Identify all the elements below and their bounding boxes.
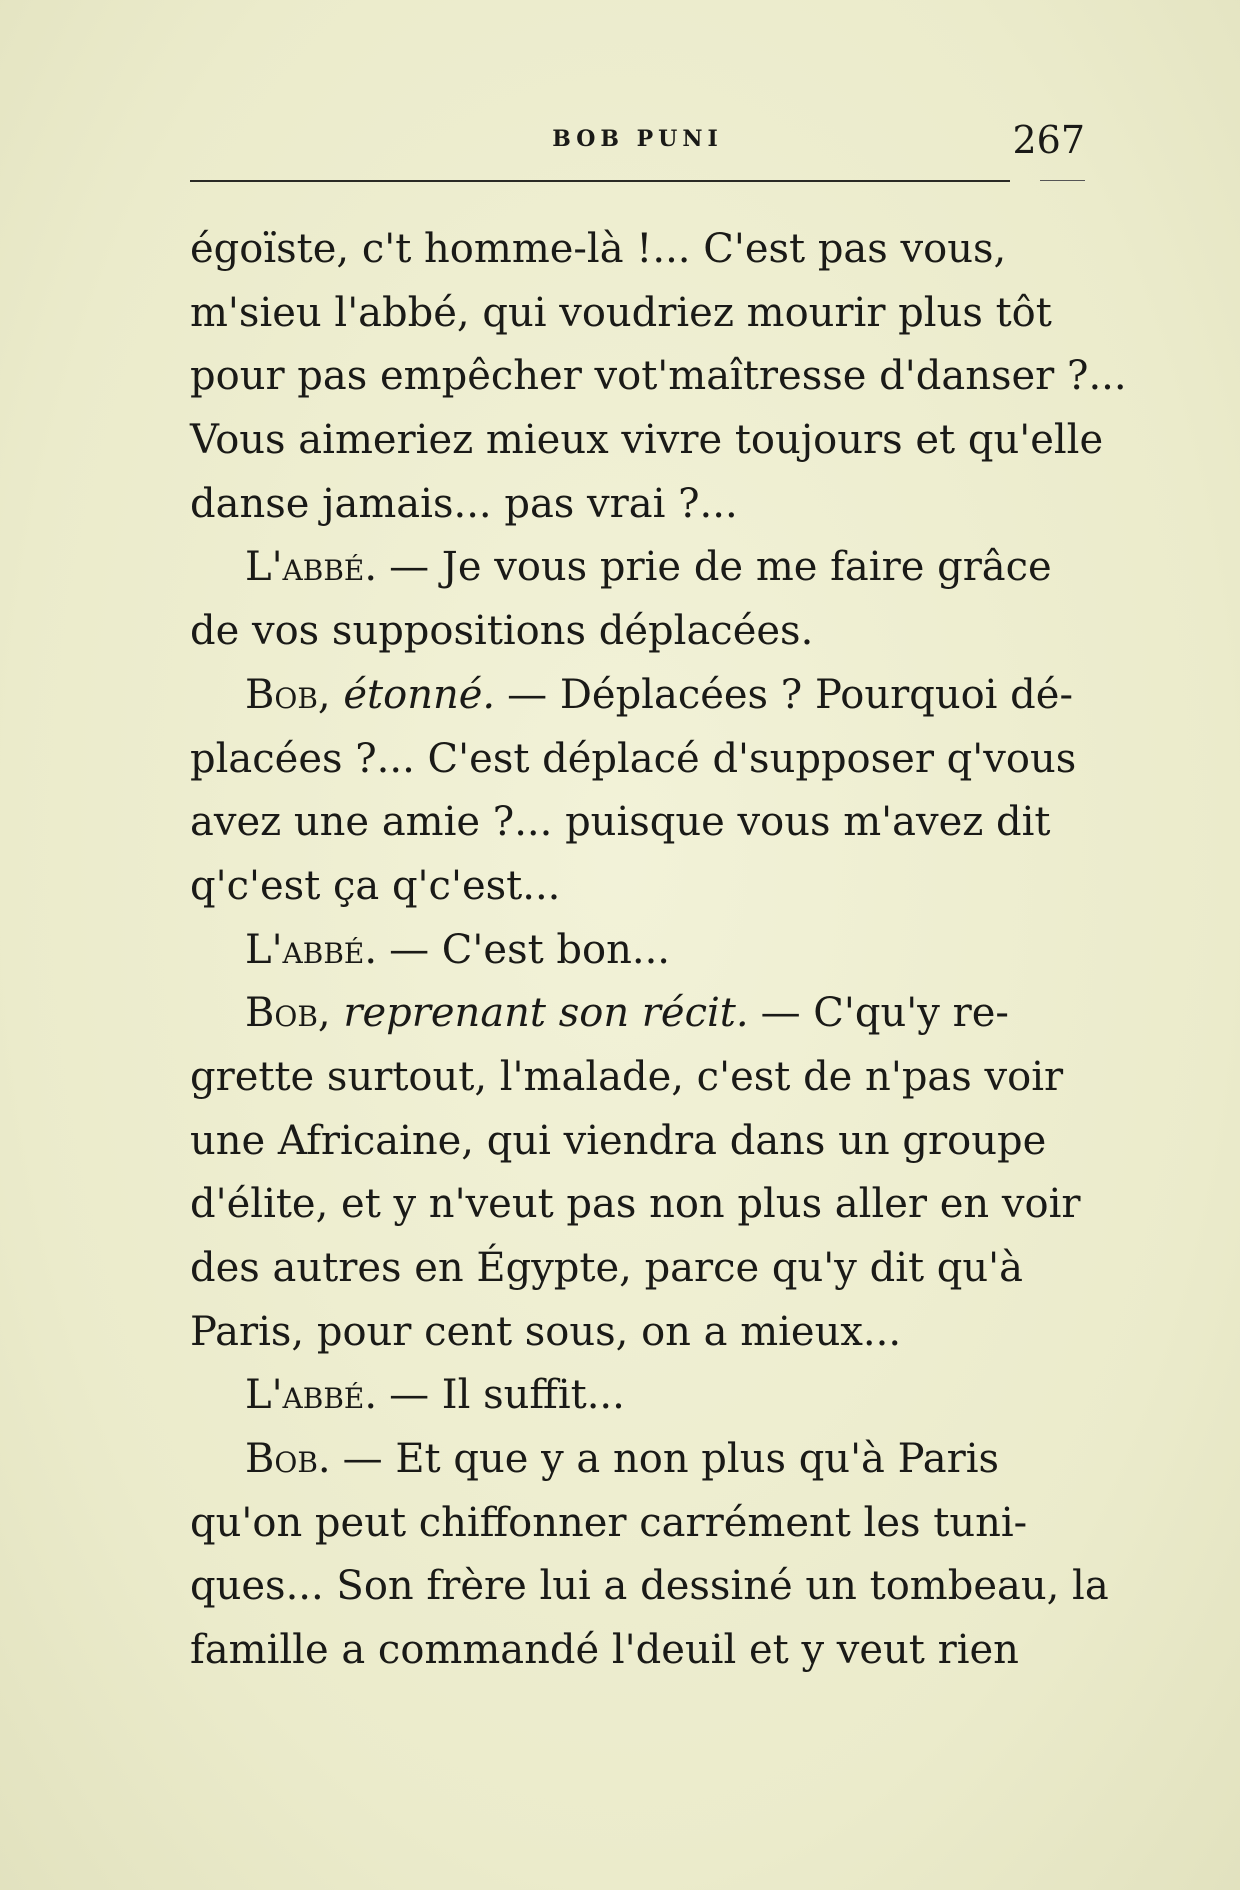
line-text: Vous aimeriez mieux vivre toujours et qu'elle (190, 417, 1104, 464)
stage-direction: étonné. (343, 671, 496, 718)
text-line (190, 600, 1085, 664)
line-text: danse jamais... pas vrai ?... (190, 480, 738, 527)
line-text: q'c'est ça q'c'est... (190, 862, 561, 909)
text-line (190, 473, 1085, 537)
line-text: une Africaine, qui viendra dans un groupe (190, 1117, 1047, 1164)
line-text: — Et que y a non plus qu'à Paris (342, 1436, 1000, 1483)
header-rule (190, 180, 1010, 182)
running-head (190, 118, 1085, 168)
dialogue-line (190, 1428, 1085, 1492)
text-line (190, 1046, 1085, 1110)
text-line (190, 282, 1085, 346)
line-text: m'sieu l'abbé, qui voudriez mourir plus tôt (190, 289, 1052, 336)
line-text: des autres en Égypte, parce qu'y dit qu'à (190, 1245, 1024, 1291)
speaker-name: L'abbé. (245, 1372, 378, 1419)
stage-direction: reprenant son récit. (343, 990, 749, 1037)
line-text: égoïste, c't homme-là !... C'est pas vous, (190, 226, 1007, 272)
speaker-name: Bob, (245, 671, 331, 718)
line-text: Paris, pour cent sous, on a mieux... (190, 1308, 902, 1355)
body-text (190, 218, 1127, 1683)
text-line (190, 1619, 1085, 1683)
line-text: famille a commandé l'deuil et y veut rien (190, 1627, 1019, 1674)
dialogue-line (190, 1364, 1085, 1428)
dialogue-line (190, 982, 1085, 1046)
text-line (190, 855, 1085, 919)
line-text: ques... Son frère lui a dessiné un tombeau, la (190, 1563, 1109, 1610)
line-text: — Il suffit... (389, 1372, 625, 1419)
text-line (190, 1237, 1085, 1301)
speaker-name: Bob. (245, 1436, 331, 1483)
header-rule-tail (1040, 180, 1085, 181)
line-text: placées ?... C'est déplacé d'supposer q'vous (190, 735, 1077, 782)
line-text: d'élite, et y n'veut pas non plus aller en voir (190, 1181, 1081, 1228)
text-line (190, 791, 1085, 855)
text-line (190, 1110, 1085, 1174)
text-line (190, 409, 1104, 473)
text-line (190, 1301, 1085, 1365)
line-text: — C'qu'y re- (760, 990, 1009, 1037)
text-line (190, 1555, 1109, 1619)
text-line (190, 1492, 1085, 1556)
dialogue-line (190, 664, 1085, 728)
line-text: — C'est bon... (389, 926, 670, 973)
running-head-title: BOB PUNI (552, 126, 723, 152)
text-line (190, 1173, 1085, 1237)
text-line (190, 728, 1085, 792)
text-line (190, 218, 1085, 282)
speaker-name: Bob, (245, 990, 331, 1037)
line-text: — Je vous prie de me faire grâce (389, 544, 1052, 591)
line-text: pour pas empêcher vot'maîtresse d'danser ?... (190, 353, 1127, 400)
line-text: avez une amie ?... puisque vous m'avez dit (190, 799, 1051, 846)
dialogue-line (190, 919, 1085, 983)
line-text: grette surtout, l'malade, c'est de n'pas voir (190, 1053, 1064, 1100)
line-text: — Déplacées ? Pourquoi dé- (507, 671, 1073, 718)
dialogue-line (190, 536, 1085, 600)
page-number: 267 (1012, 118, 1085, 162)
line-text: de vos suppositions déplacées. (190, 608, 814, 655)
line-text: qu'on peut chiffonner carrément les tuni- (190, 1499, 1028, 1546)
speaker-name: L'abbé. (245, 926, 378, 973)
text-line (190, 345, 1127, 409)
speaker-name: L'abbé. (245, 544, 378, 591)
